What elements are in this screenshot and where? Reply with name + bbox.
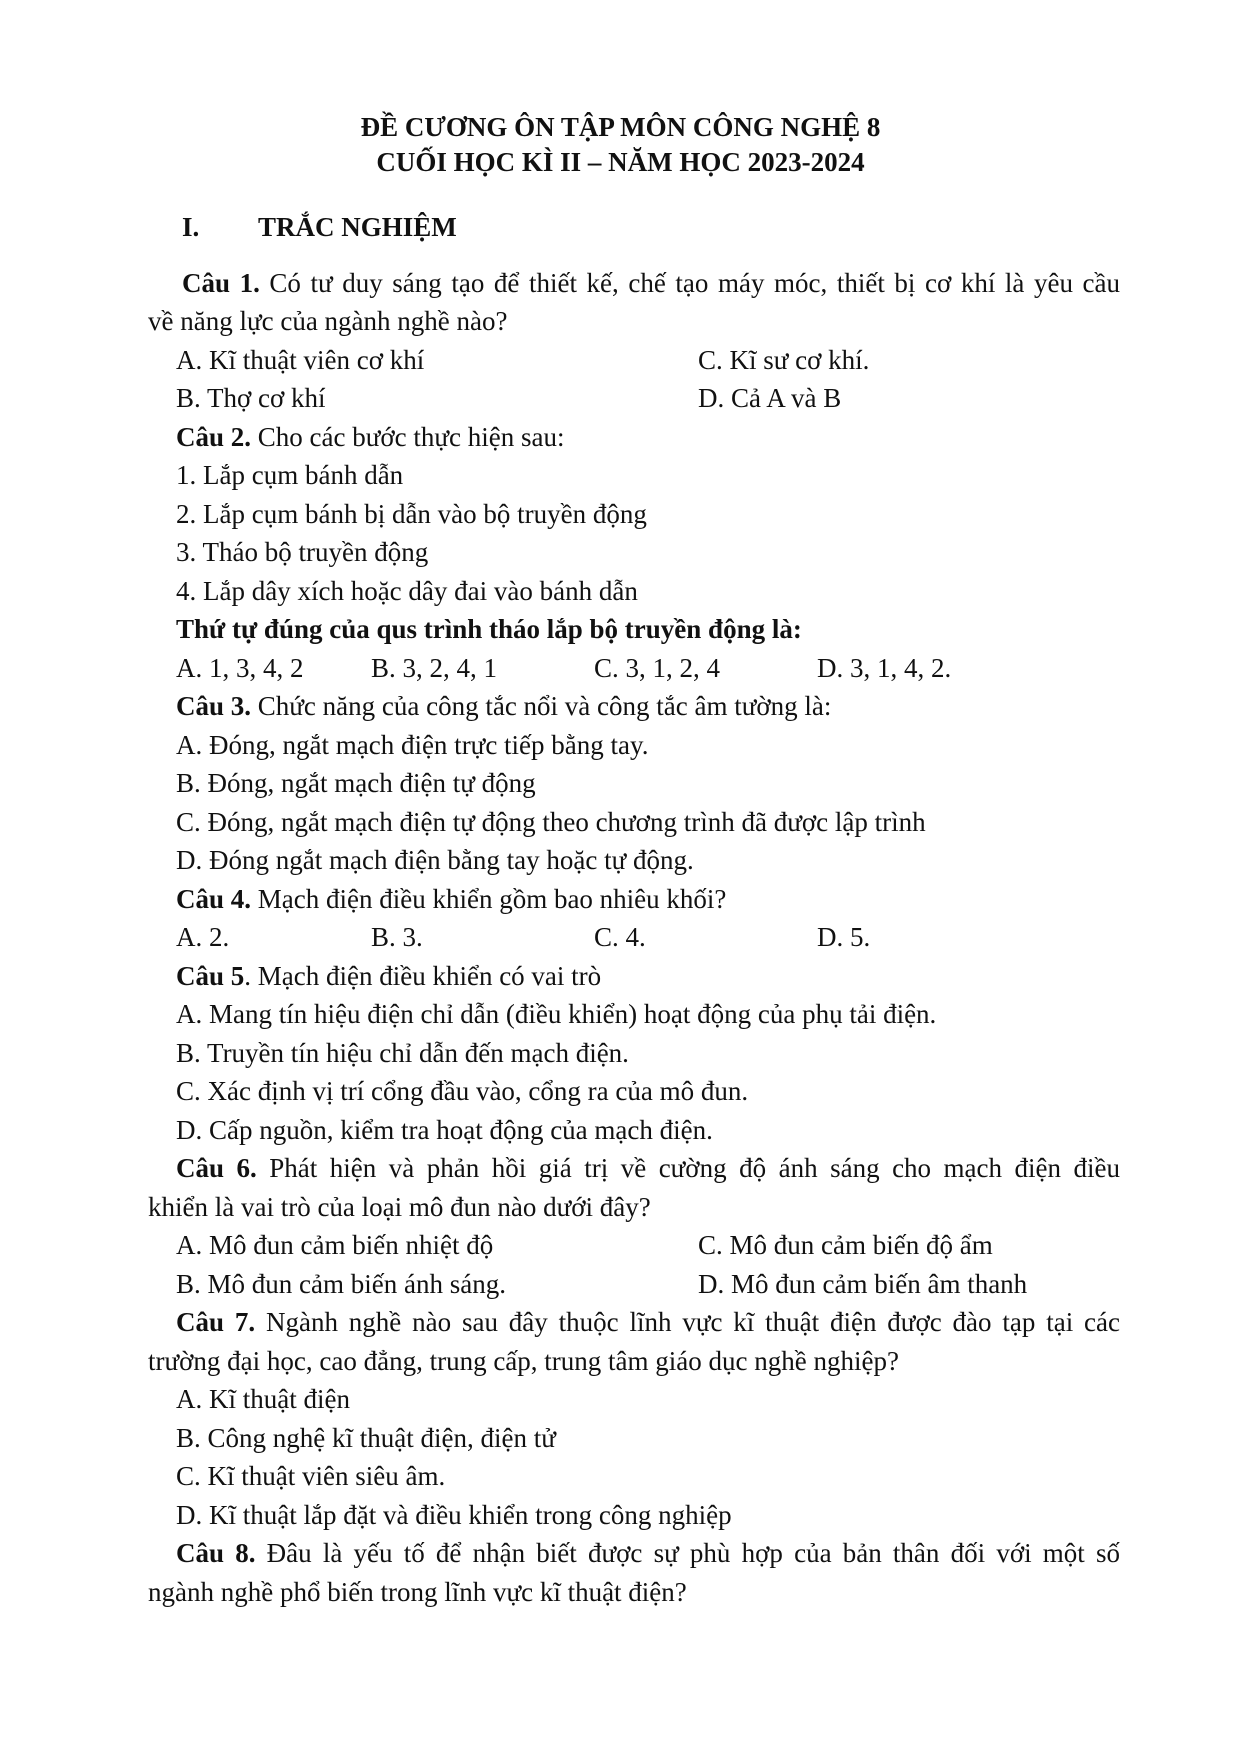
- question-6-option-c: C. Mô đun cảm biến độ ẩm: [698, 1230, 993, 1260]
- question-1-option-d: D. Cả A và B: [698, 383, 842, 413]
- section-number: I.: [182, 212, 200, 242]
- question-3-line1: Câu 3. Chức năng của công tắc nổi và công tắc âm tường là:: [176, 691, 832, 721]
- question-4-option-a: A. 2.: [176, 922, 230, 952]
- document-title-line2: CUỐI HỌC KÌ II – NĂM HỌC 2023-2024: [376, 147, 865, 177]
- question-3-option-d: D. Đóng ngắt mạch điện bằng tay hoặc tự động.: [176, 845, 694, 875]
- question-8-line2: ngành nghề phổ biến trong lĩnh vực kĩ thuật điện?: [148, 1577, 687, 1607]
- question-1-option-b: B. Thợ cơ khí: [176, 383, 326, 413]
- question-7-option-b: B. Công nghệ kĩ thuật điện, điện tử: [176, 1423, 556, 1453]
- question-2-line1: Câu 2. Cho các bước thực hiện sau:: [176, 422, 565, 452]
- question-2-prompt: Thứ tự đúng của qus trình tháo lắp bộ truyền động là:: [176, 614, 802, 644]
- question-6-line1: Câu 6. Phát hiện và phản hồi giá trị về cường độ ánh sáng cho mạch điện điều: [176, 1153, 1120, 1183]
- question-6-option-d: D. Mô đun cảm biến âm thanh: [698, 1269, 1028, 1299]
- question-3-option-b: B. Đóng, ngắt mạch điện tự động: [176, 768, 536, 798]
- question-7-option-c: C. Kĩ thuật viên siêu âm.: [176, 1461, 446, 1491]
- question-2-option-d: D. 3, 1, 4, 2.: [817, 653, 952, 683]
- question-4-option-d: D. 5.: [817, 922, 871, 952]
- question-4-line1: Câu 4. Mạch điện điều khiển gồm bao nhiêu khối?: [176, 884, 727, 914]
- question-6-line2: khiển là vai trò của loại mô đun nào dưới đây?: [148, 1192, 651, 1222]
- question-2-step-1: 1. Lắp cụm bánh dẫn: [176, 460, 404, 490]
- question-2-option-b: B. 3, 2, 4, 1: [371, 653, 498, 683]
- question-4-option-b: B. 3.: [371, 922, 423, 952]
- question-7-option-a: A. Kĩ thuật điện: [176, 1384, 350, 1414]
- question-1-option-c: C. Kĩ sư cơ khí.: [698, 345, 870, 375]
- question-5-option-c: C. Xác định vị trí cổng đầu vào, cổng ra của mô đun.: [176, 1076, 749, 1106]
- question-7-label: Câu 7.: [176, 1307, 256, 1337]
- question-5-option-a: A. Mang tín hiệu điện chỉ dẫn (điều khiển) hoạt động của phụ tải điện.: [176, 999, 937, 1029]
- question-8-line1: Câu 8. Đâu là yếu tố để nhận biết được sự phù hợp của bản thân đối với một số: [176, 1538, 1121, 1568]
- question-7-option-d: D. Kĩ thuật lắp đặt và điều khiển trong công nghiệp: [176, 1500, 732, 1530]
- question-2-option-c: C. 3, 1, 2, 4: [594, 653, 721, 683]
- question-3-label: Câu 3.: [176, 691, 252, 721]
- question-6-option-b: B. Mô đun cảm biến ánh sáng.: [176, 1269, 506, 1299]
- question-6-label: Câu 6.: [176, 1153, 257, 1183]
- question-7-line2: trường đại học, cao đẳng, trung cấp, trung tâm giáo dục nghề nghiệp?: [148, 1346, 899, 1376]
- question-5-label: Câu 5: [176, 961, 245, 991]
- question-1-label: Câu 1.: [182, 268, 260, 298]
- question-3-option-a: A. Đóng, ngắt mạch điện trực tiếp bằng tay.: [176, 730, 649, 760]
- question-1-line2: về năng lực của ngành nghề nào?: [148, 306, 508, 336]
- question-2-option-a: A. 1, 3, 4, 2: [176, 653, 304, 683]
- section-title: TRẮC NGHIỆM: [258, 212, 457, 242]
- question-2-label: Câu 2.: [176, 422, 252, 452]
- question-2-step-2: 2. Lắp cụm bánh bị dẫn vào bộ truyền động: [176, 499, 647, 529]
- question-4-option-c: C. 4.: [594, 922, 646, 952]
- question-1-line1: Câu 1. Có tư duy sáng tạo để thiết kế, chế tạo máy móc, thiết bị cơ khí là yêu cầu: [182, 268, 1120, 298]
- question-2-step-3: 3. Tháo bộ truyền động: [176, 537, 429, 567]
- question-8-label: Câu 8.: [176, 1538, 256, 1568]
- question-2-step-4: 4. Lắp dây xích hoặc dây đai vào bánh dẫn: [176, 576, 638, 606]
- question-5-option-d: D. Cấp nguồn, kiểm tra hoạt động của mạch điện.: [176, 1115, 713, 1145]
- question-4-label: Câu 4.: [176, 884, 252, 914]
- question-7-line1: Câu 7. Ngành nghề nào sau đây thuộc lĩnh vực kĩ thuật điện được đào tạp tại các: [176, 1307, 1121, 1337]
- question-5-line1: Câu 5. Mạch điện điều khiển có vai trò: [176, 961, 602, 991]
- document-title-line1: ĐỀ CƯƠNG ÔN TẬP MÔN CÔNG NGHỆ 8: [360, 112, 881, 142]
- question-6-option-a: A. Mô đun cảm biến nhiệt độ: [176, 1230, 494, 1260]
- question-1-option-a: A. Kĩ thuật viên cơ khí: [176, 345, 425, 375]
- question-3-option-c: C. Đóng, ngắt mạch điện tự động theo chương trình đã được lập trình: [176, 807, 926, 837]
- question-5-option-b: B. Truyền tín hiệu chỉ dẫn đến mạch điện.: [176, 1038, 629, 1068]
